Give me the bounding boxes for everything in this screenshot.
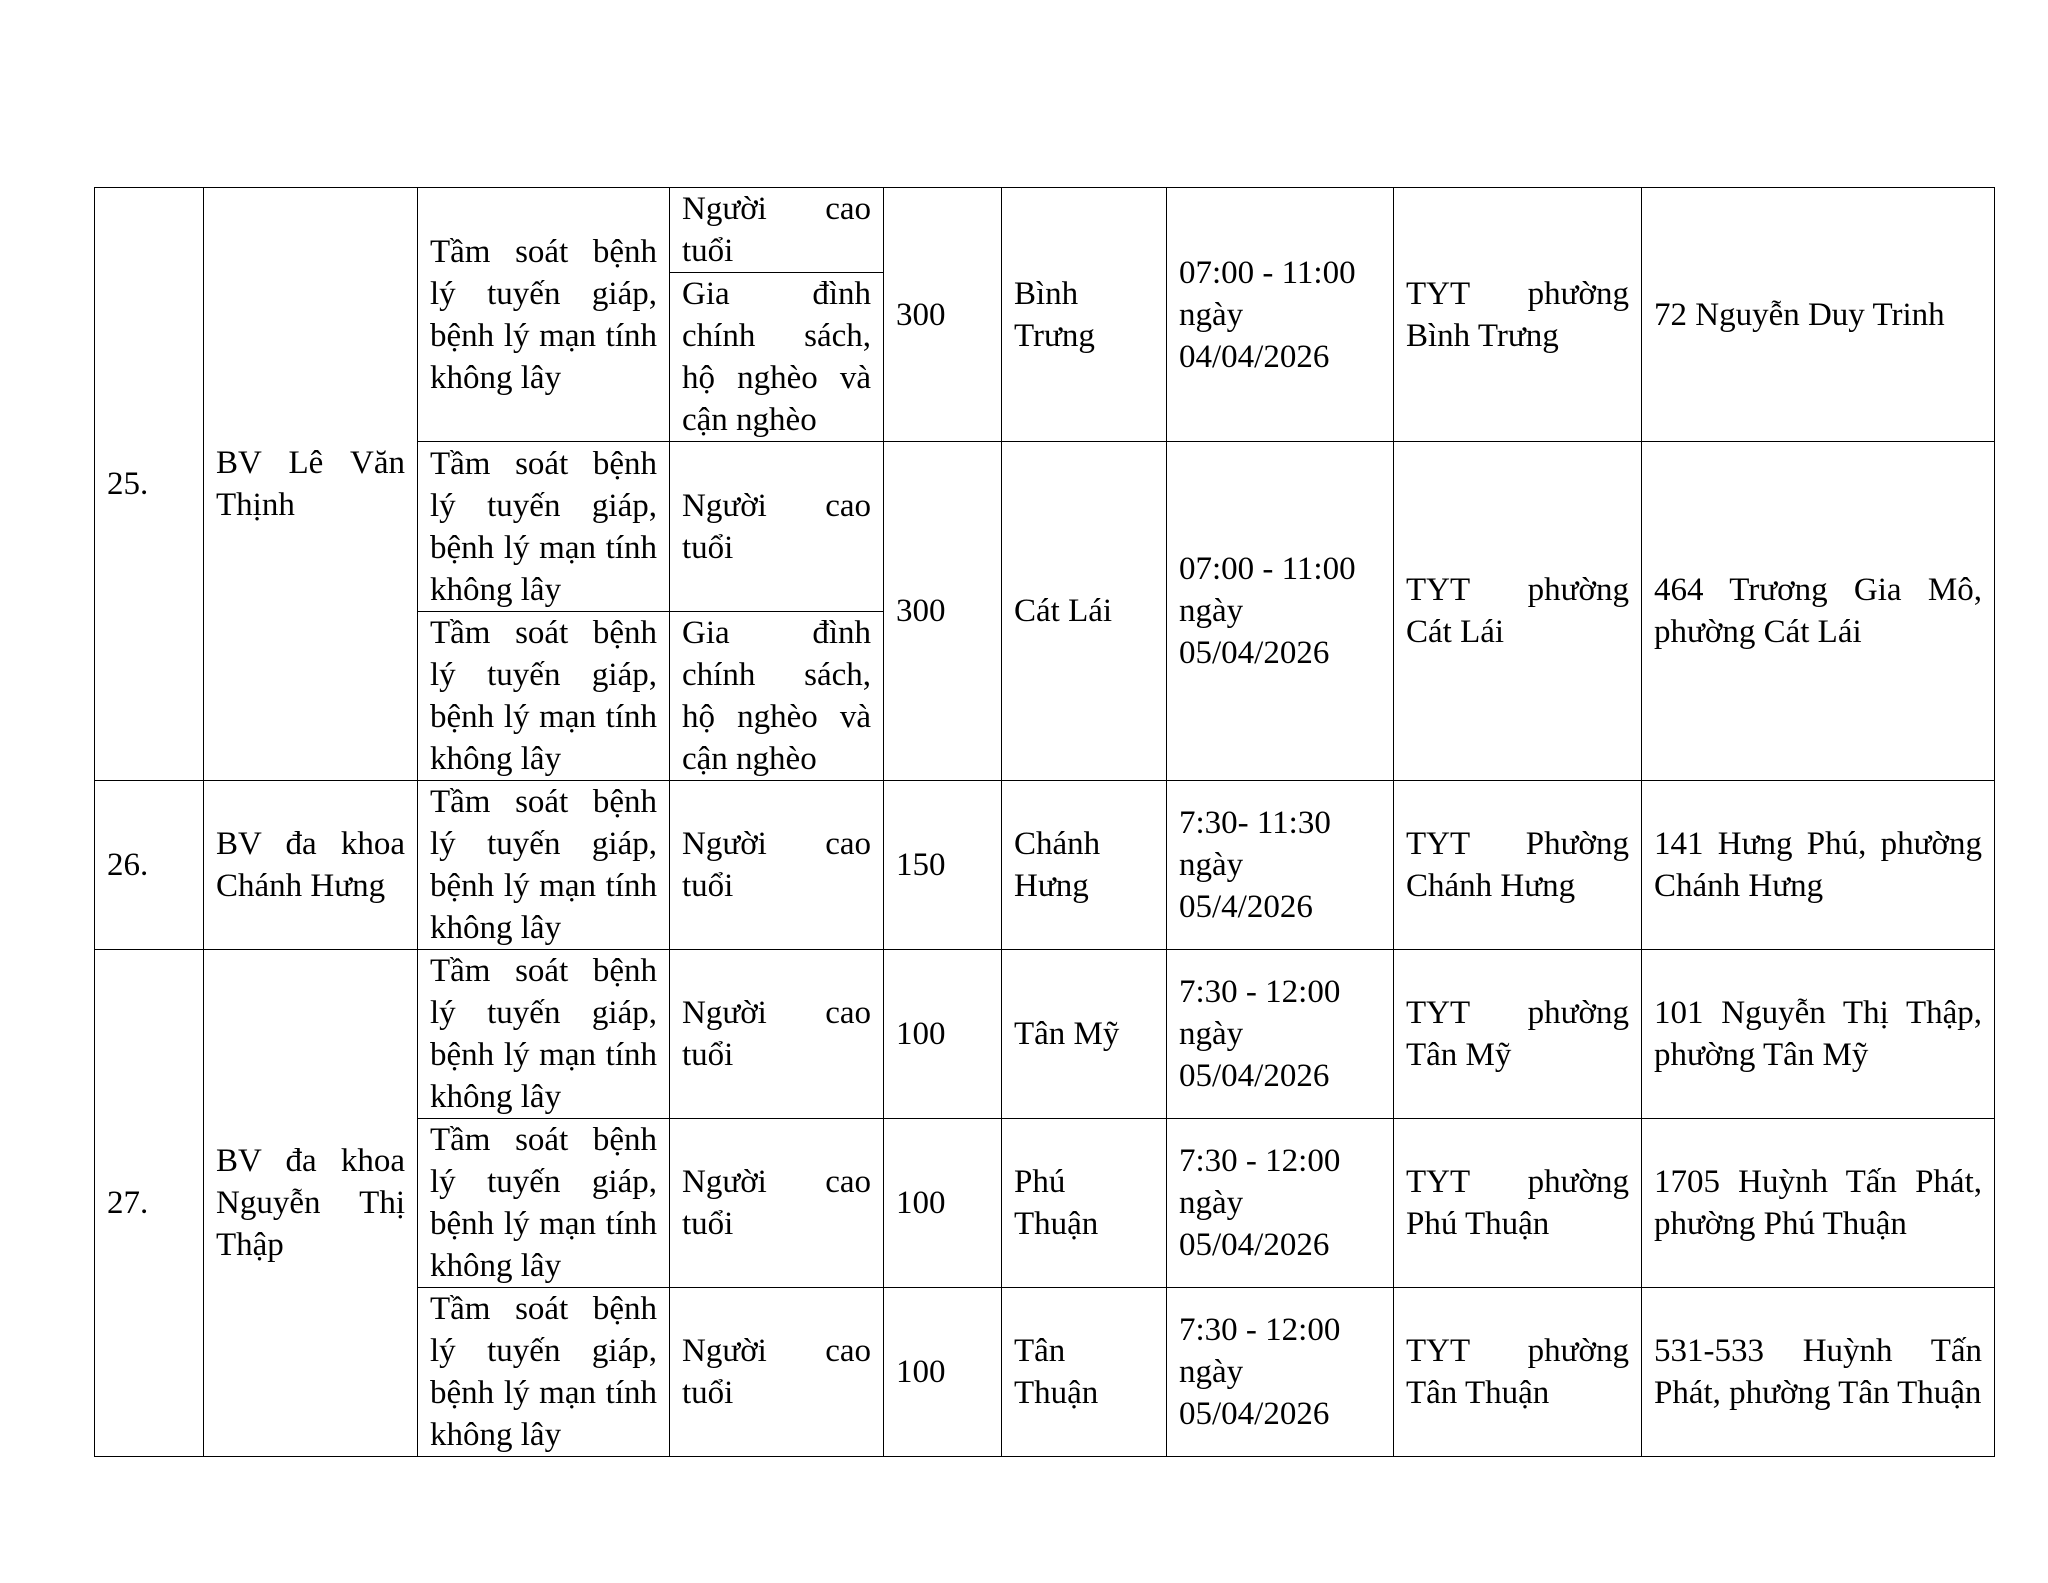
target-cell: Người cao tuổi [670,1288,884,1457]
stt-cell: 26. [95,781,204,950]
service-cell: Tầm soát bệnh lý tuyến giáp, bệnh lý mạn tính không lây [418,781,670,950]
time-cell: 07:00 - 11:00 ngày 04/04/2026 [1167,188,1394,442]
hospital-cell: BV Lê Văn Thịnh [204,188,418,781]
schedule-table [94,187,1995,1457]
quantity-cell: 150 [884,781,1002,950]
target-cell: Người cao tuổi [670,188,884,273]
address-cell: 531-533 Huỳnh Tấn Phát, phường Tân Thuận [1642,1288,1995,1457]
table-row [95,188,1995,273]
address-cell: 72 Nguyễn Duy Trinh [1642,188,1995,442]
stt-cell: 25. [95,188,204,781]
venue-cell: TYT phường Bình Trưng [1394,188,1642,442]
venue-cell: TYT Phường Chánh Hưng [1394,781,1642,950]
table-row [95,781,1995,950]
quantity-cell: 100 [884,1119,1002,1288]
target-cell: Gia đình chính sách, hộ nghèo và cận nghèo [670,273,884,442]
service-cell: Tầm soát bệnh lý tuyến giáp, bệnh lý mạn tính không lây [418,188,670,442]
time-cell: 7:30 - 12:00 ngày 05/04/2026 [1167,950,1394,1119]
venue-cell: TYT phường Tân Mỹ [1394,950,1642,1119]
ward-cell: Chánh Hưng [1002,781,1167,950]
ward-cell: Tân Thuận [1002,1288,1167,1457]
ward-cell: Bình Trưng [1002,188,1167,442]
quantity-cell: 100 [884,1288,1002,1457]
ward-cell: Tân Mỹ [1002,950,1167,1119]
service-cell: Tầm soát bệnh lý tuyến giáp, bệnh lý mạn tính không lây [418,1119,670,1288]
table-row [95,950,1995,1119]
ward-cell: Cát Lái [1002,442,1167,781]
target-cell: Người cao tuổi [670,950,884,1119]
stt-cell: 27. [95,950,204,1457]
ward-cell: Phú Thuận [1002,1119,1167,1288]
target-cell: Người cao tuổi [670,1119,884,1288]
hospital-cell: BV đa khoa Nguyễn Thị Thập [204,950,418,1457]
quantity-cell: 300 [884,442,1002,781]
service-cell: Tầm soát bệnh lý tuyến giáp, bệnh lý mạn tính không lây [418,1288,670,1457]
target-cell: Gia đình chính sách, hộ nghèo và cận nghèo [670,612,884,781]
time-cell: 7:30 - 12:00 ngày 05/04/2026 [1167,1288,1394,1457]
hospital-cell: BV đa khoa Chánh Hưng [204,781,418,950]
document-page [94,187,1994,1457]
address-cell: 1705 Huỳnh Tấn Phát, phường Phú Thuận [1642,1119,1995,1288]
venue-cell: TYT phường Tân Thuận [1394,1288,1642,1457]
address-cell: 141 Hưng Phú, phường Chánh Hưng [1642,781,1995,950]
time-cell: 07:00 - 11:00 ngày 05/04/2026 [1167,442,1394,781]
venue-cell: TYT phường Cát Lái [1394,442,1642,781]
address-cell: 101 Nguyễn Thị Thập, phường Tân Mỹ [1642,950,1995,1119]
target-cell: Người cao tuổi [670,442,884,612]
venue-cell: TYT phường Phú Thuận [1394,1119,1642,1288]
time-cell: 7:30 - 12:00 ngày 05/04/2026 [1167,1119,1394,1288]
quantity-cell: 300 [884,188,1002,442]
target-cell: Người cao tuổi [670,781,884,950]
time-cell: 7:30- 11:30 ngày 05/4/2026 [1167,781,1394,950]
quantity-cell: 100 [884,950,1002,1119]
address-cell: 464 Trương Gia Mô, phường Cát Lái [1642,442,1995,781]
service-cell: Tầm soát bệnh lý tuyến giáp, bệnh lý mạn tính không lây [418,950,670,1119]
service-cell: Tầm soát bệnh lý tuyến giáp, bệnh lý mạn tính không lây [418,442,670,612]
service-cell: Tầm soát bệnh lý tuyến giáp, bệnh lý mạn tính không lây [418,612,670,781]
